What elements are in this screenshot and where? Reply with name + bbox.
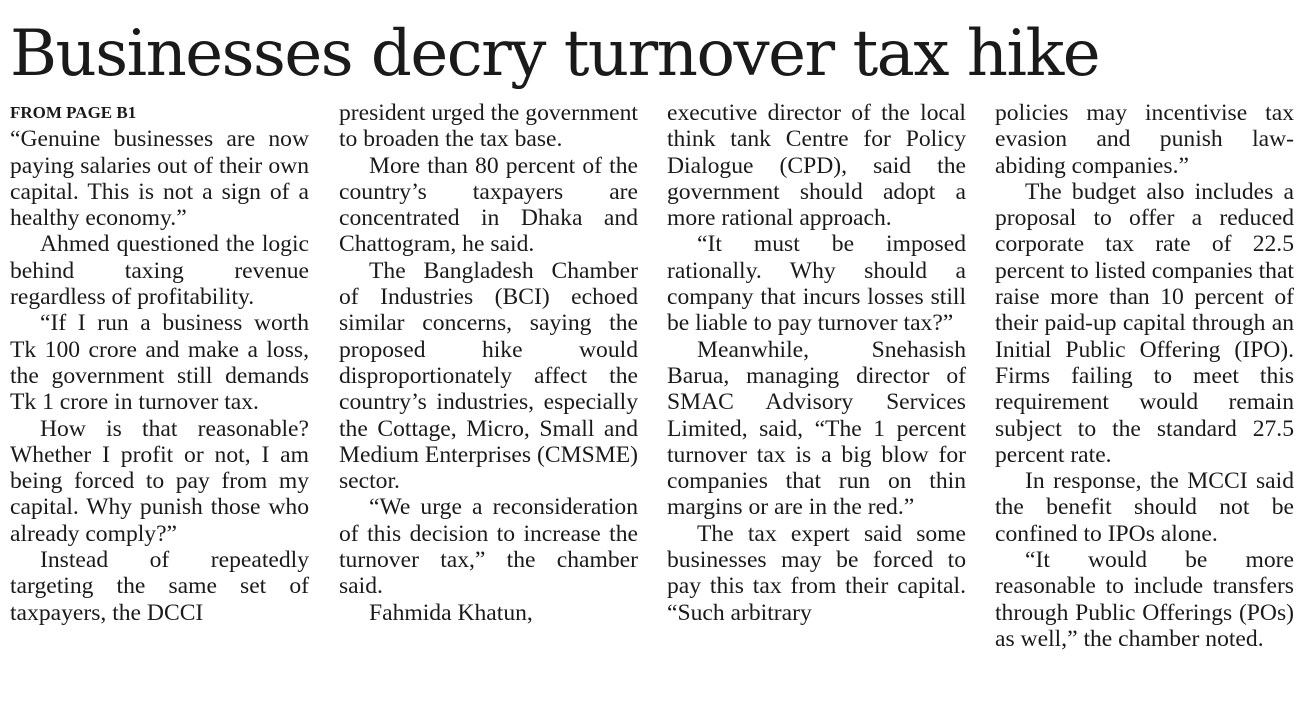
kicker: FROM PAGE B1 [10,103,137,122]
paragraph: In response, the MCCI said the benefit should not be confined to IPOs alone. [995,468,1294,547]
paragraph: “If I run a business worth Tk 100 crore and make a loss, the government still demands Tk 1 crore in turnover tax. [10,310,309,416]
paragraph: “It must be imposed rationally. Why should a company that incurs losses still be liable to pay turnover tax?” [667,231,966,337]
paragraph: executive director of the local think tank Centre for Policy Dialogue (CPD), said the government should adopt a more rational approach. [667,100,966,232]
paragraph: Fahmida Khatun, [369,599,533,626]
article-column-3 [667,100,966,626]
paragraph: “We urge a reconsideration of this decision to increase the turnover tax,” the chamber said. [339,494,638,600]
paragraph: Instead of repeatedly targeting the same set of taxpayers, the DCCI [10,547,309,626]
paragraph: “Genuine businesses are now paying salaries out of their own capital. This is not a sign of a healthy economy.” [10,126,309,232]
article-column-2 [339,100,638,626]
headline: Businesses decry turnover tax hike [10,17,1100,91]
paragraph: The Bangladesh Chamber of Industries (BCI) echoed similar concerns, saying the proposed hike would disproportionately affect the country’s industries, especially the Cottage, Micro, Small and Medium Enterprises (CMSME) sector. [339,257,638,495]
paragraph: The tax expert said some businesses may be forced to pay this tax from their capital. “Such arbitrary [667,520,966,626]
paragraph: policies may incentivise tax evasion and punish law-abiding companies.” [995,100,1294,179]
paragraph: More than 80 percent of the country’s taxpayers are concentrated in Dhaka and Chattogram, he said. [339,152,638,258]
paragraph: The budget also includes a proposal to offer a reduced corporate tax rate of 22.5 percent to listed companies that raise more than 10 percent of their paid-up capital through an Initial Public Offering (IPO). Firms failing to meet this requirement would remain subject to the standard 27.5 percent rate. [995,178,1294,468]
paragraph: How is that reasonable? Whether I profit or not, I am being forced to pay from my capital. Why punish those who already comply?” [10,415,309,547]
paragraph: Ahmed questioned the logic behind taxing revenue regardless of profitability. [10,231,309,311]
article-column-1 [10,100,309,626]
article-column-4 [995,100,1294,652]
paragraph: “It would be more reasonable to include transfers through Public Offerings (POs) as well,” the chamber noted. [995,547,1294,652]
paragraph: Meanwhile, Snehasish Barua, managing director of SMAC Advisory Services Limited, said, “The 1 percent turnover tax is a big blow for companies that run on thin margins or are in the red.” [667,336,966,521]
paragraph: president urged the government to broaden the tax base. [339,100,638,153]
